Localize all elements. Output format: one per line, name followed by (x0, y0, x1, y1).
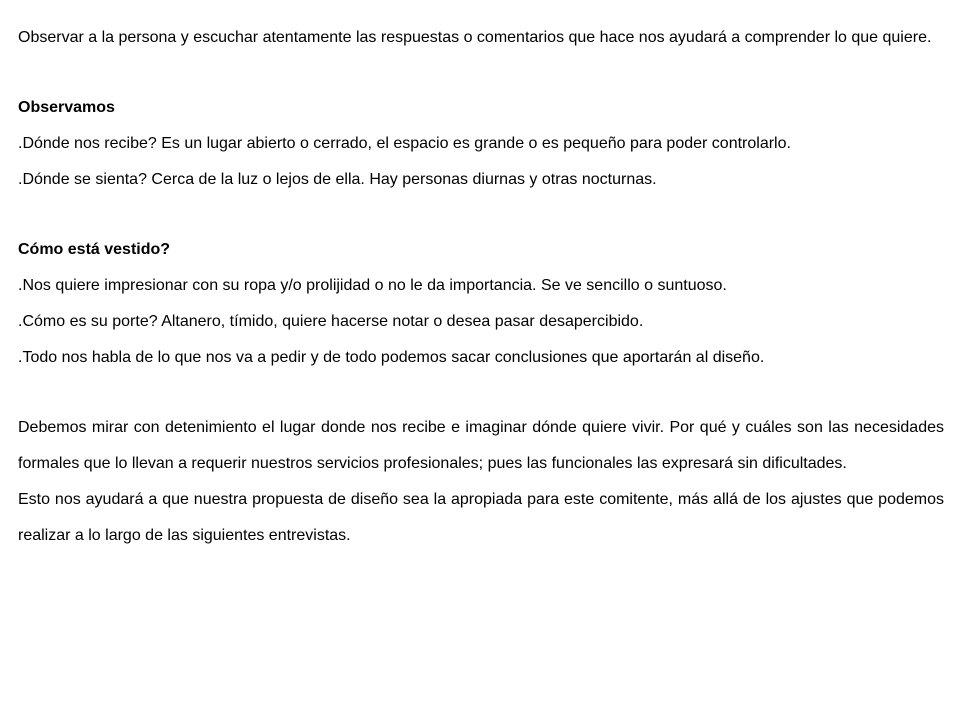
vestido-item-2: .Cómo es su porte? Altanero, tímido, quiere hacerse notar o desea pasar desapercibido. (18, 313, 644, 330)
closing-paragraph-1: Debemos mirar con detenimiento el lugar donde nos recibe e imaginar dónde quiere vivir. Por qué y cuáles son las necesidades formales que lo llevan a requerir nuestros servicios profesionales; pues las funcionales las expresará sin dificultades. (18, 419, 944, 472)
spacer (18, 198, 944, 232)
observamos-heading: Observamos (18, 99, 115, 116)
spacer (18, 56, 944, 90)
spacer (18, 376, 944, 410)
observamos-item-2: .Dónde se sienta? Cerca de la luz o lejos de ella. Hay personas diurnas y otras nocturnas. (18, 171, 657, 188)
observamos-item-1: .Dónde nos recibe? Es un lugar abierto o cerrado, el espacio es grande o es pequeño para poder controlarlo. (18, 135, 791, 152)
vestido-heading: Cómo está vestido? (18, 241, 171, 258)
vestido-item-3: .Todo nos habla de lo que nos va a pedir y de todo podemos sacar conclusiones que aportarán al diseño. (18, 349, 765, 366)
intro-paragraph: Observar a la persona y escuchar atentamente las respuestas o comentarios que hace nos ayudará a comprender lo que quiere. (18, 29, 932, 46)
vestido-item-1: .Nos quiere impresionar con su ropa y/o prolijidad o no le da importancia. Se ve sencillo o suntuoso. (18, 277, 727, 294)
document-body (18, 20, 944, 554)
closing-paragraph-2: Esto nos ayudará a que nuestra propuesta de diseño sea la apropiada para este comitente, más allá de los ajustes que podemos realizar a lo largo de las siguientes entrevistas. (18, 491, 944, 544)
